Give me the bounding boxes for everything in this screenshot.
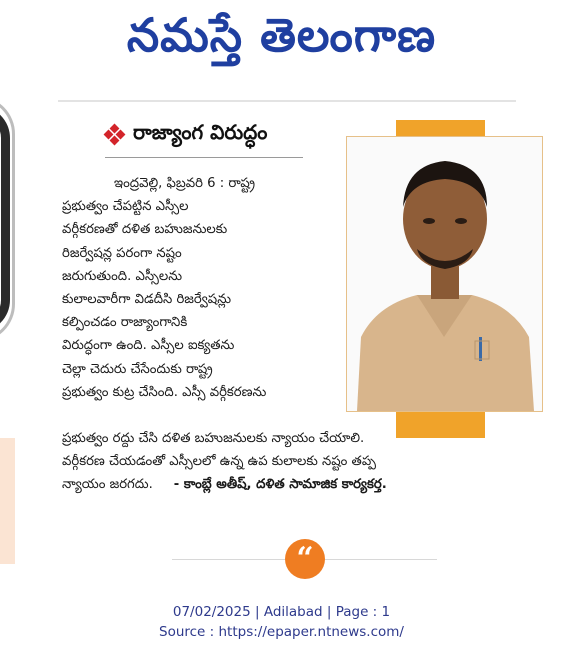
diamond-cluster-icon (105, 125, 125, 145)
article-line: ప్రభుత్వం చేపట్టిన ఎస్సీల (62, 199, 189, 215)
footer (0, 602, 563, 642)
person-photo (346, 136, 543, 412)
masthead-title: నమస్తే తెలంగాణ (126, 8, 437, 62)
masthead (0, 0, 563, 82)
left-peach-strip (0, 438, 15, 564)
article-body (62, 172, 352, 404)
article-heading (105, 120, 267, 149)
article-line: జరుగుతుంది. ఎస్సీలను (62, 268, 183, 284)
footer-date-edition: 07/02/2025 | Adilabad | Page : 1 (172, 604, 391, 620)
article-line: వర్గీకరణ చేయడంతో ఎస్సీలలో ఉన్న ఉప కులాలకు నష్టం తప్ప (62, 454, 376, 470)
footer-source: Source : https://epaper.ntnews.com/ (159, 624, 404, 640)
article-body-wide (62, 427, 542, 497)
article-closing: న్యాయం జరగదు. (62, 477, 153, 493)
quote-icon: “ (285, 539, 325, 579)
article-line: ప్రభుత్వం రద్దు చేసి దళిత బహుజనులకు న్యాయం చేయాలి. (62, 431, 365, 446)
byline: - కాంబ్లే అతీష్, దళిత సామాజిక కార్యకర్త. (173, 477, 387, 493)
article-line: వర్గీకరణతో దళిత బహుజనులకు (62, 222, 228, 238)
article-line: ఇంద్రవెల్లి, ఫిబ్రవరి 6 : రాష్ట్ర (114, 176, 256, 191)
article-line: కులాలవారీగా విడదీసి రిజర్వేషన్లు (62, 292, 232, 308)
article-line: ప్రభుత్వం కుట్ర చేసింది. ఎస్సీ వర్గీకరణను (62, 384, 267, 400)
heading-text: రాజ్యాంగ విరుద్ధం (133, 120, 268, 144)
person-photo-icon (347, 137, 542, 411)
article-line: చెల్లా చెదురు చేసేందుకు రాష్ట్ర (62, 361, 213, 377)
heading-underline (105, 157, 303, 158)
article-last-line (62, 473, 542, 496)
top-divider (58, 100, 516, 102)
article-line: కల్పించడం రాజ్యాంగానికి (62, 315, 188, 331)
article-line: విరుద్ధంగా ఉంది. ఎస్సీల ఐక్యతను (62, 338, 235, 354)
left-decoration (0, 106, 10, 332)
photo-block (346, 120, 543, 438)
article-line: రిజర్వేషన్ల పరంగా నష్టం (62, 245, 182, 261)
